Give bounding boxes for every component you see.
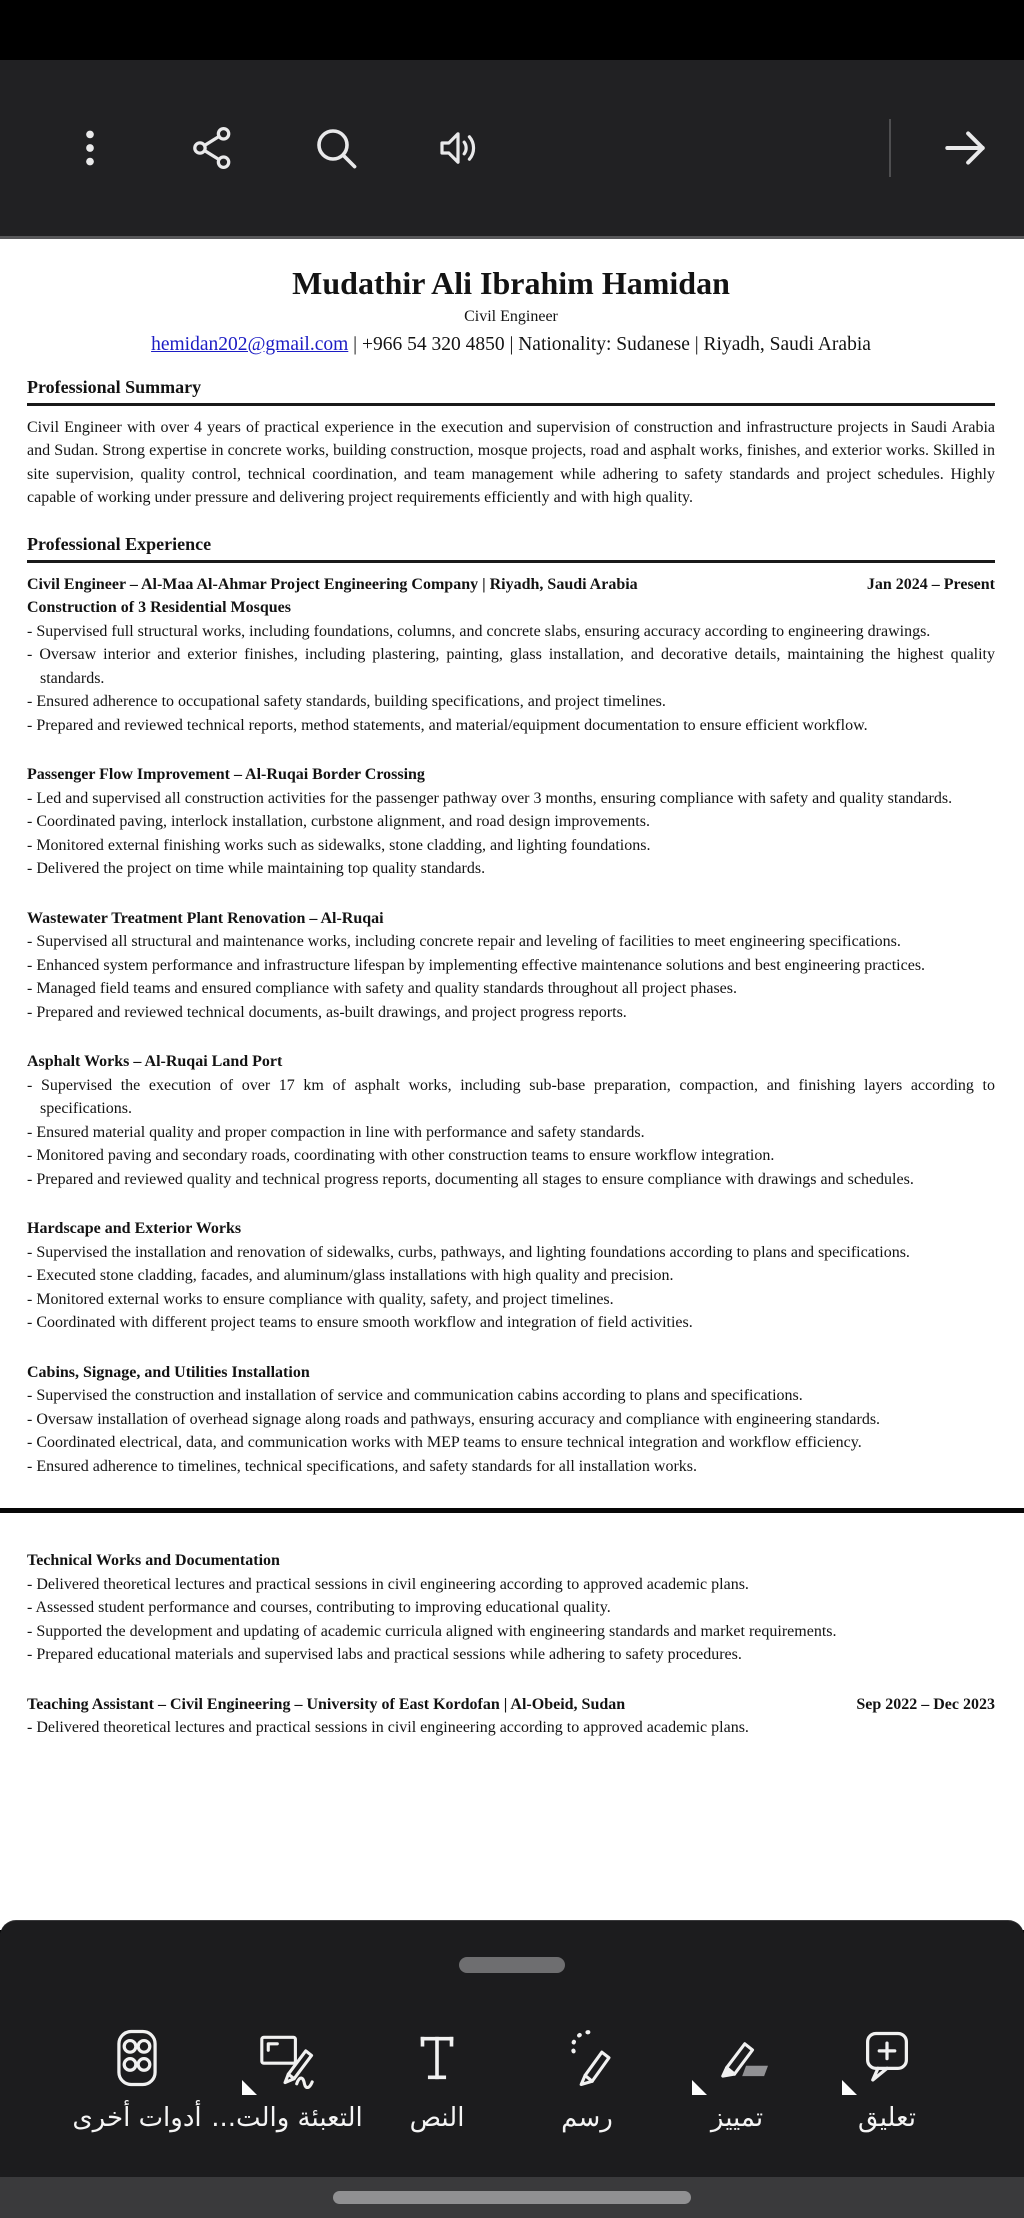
- search-button[interactable]: [308, 120, 364, 176]
- job-bullet: - Supervised the construction and installation of service and communication cabins according to plans and specifications.: [27, 1387, 803, 1405]
- job-bullet: - Prepared and reviewed technical documents, as-built drawings, and project progress reports.: [27, 1003, 627, 1021]
- tool-comment[interactable]: [812, 2025, 962, 2133]
- job-title: Wastewater Treatment Plant Renovation – Al-Ruqai: [27, 909, 384, 927]
- job-bullet: - Supervised the execution of over 17 km of asphalt works, including sub-base preparation, compaction, and finishing layers according to specifications.: [27, 1076, 995, 1118]
- job-bullet: - Enhanced system performance and infrastructure lifespan by implementing effective maintenance solutions and best engineering practices.: [27, 956, 926, 974]
- forward-arrow-icon: [940, 123, 990, 173]
- job-title: Asphalt Works – Al-Ruqai Land Port: [27, 1053, 283, 1071]
- job-bullet: - Prepared and reviewed technical reports, method statements, and material/equipment documentation to ensure efficient workflow.: [27, 716, 868, 734]
- email-link[interactable]: hemidan202@gmail.com: [151, 333, 349, 355]
- tool-highlight[interactable]: [662, 2025, 812, 2133]
- job-bullet: - Delivered theoretical lectures and practical sessions in civil engineering according to approved academic plans.: [27, 1719, 749, 1737]
- tool-label: تمييز: [710, 2103, 764, 2133]
- status-bar: [0, 0, 1024, 60]
- fill-sign-icon: [256, 2027, 318, 2089]
- job-date: Jan 2024 – Present: [866, 575, 995, 593]
- comment-plus-icon: [856, 2027, 918, 2089]
- experience-entry: [27, 763, 995, 881]
- toolbar-divider: [889, 119, 891, 177]
- job-title: Technical Works and Documentation: [27, 1552, 280, 1570]
- job-bullet: - Oversaw interior and exterior finishes, including plastering, painting, glass installation, and decorative details, maintaining the highest quality standards.: [27, 646, 995, 687]
- job-bullet: - Ensured adherence to timelines, technical specifications, and safety standards for all installation works.: [27, 1457, 697, 1475]
- sheet-drag-handle[interactable]: [459, 1957, 565, 1973]
- summary-text: Civil Engineer with over 4 years of practical experience in the execution and supervision of construction and infrastructure projects in Saudi Arabia and Sudan. Strong expertise in concrete works, building construction, mosque projects, road and asphalt works, finishes, and exterior works. Skilled in site supervision, quality control, technical coordination, and team management while adhering to safety standards and project schedules. Highly capable of working under pressure and delivering project requirements efficiently and with high quality.: [27, 418, 995, 507]
- tool-label: رسم: [561, 2103, 613, 2133]
- section-heading-experience: Professional Experience: [27, 533, 212, 554]
- section-rule: [27, 560, 995, 563]
- experience-entry: [27, 1361, 995, 1479]
- job-bullet: - Supervised the installation and renovation of sidewalks, curbs, pathways, and lighting foundations according to plans and specifications.: [27, 1243, 910, 1261]
- experience-entry: [27, 573, 995, 738]
- document-page[interactable]: [0, 239, 1024, 1930]
- job-subtitle: Construction of 3 Residential Mosques: [27, 599, 292, 617]
- share-button[interactable]: [185, 120, 241, 176]
- job-bullet: - Ensured adherence to occupational safety standards, building specifications, and project timelines.: [27, 693, 666, 711]
- job-bullet: - Executed stone cladding, facades, and aluminum/glass installations with high quality and precision.: [27, 1267, 674, 1285]
- job-header: [27, 573, 995, 597]
- job-bullet: - Prepared educational materials and supervised labs and practical sessions while adhering to safety procedures.: [27, 1646, 742, 1664]
- job-header: [27, 1217, 995, 1241]
- apps-grid-icon: [106, 2027, 168, 2089]
- tool-options-triangle: [692, 2080, 707, 2095]
- job-title: Hardscape and Exterior Works: [27, 1220, 242, 1238]
- read-aloud-icon: [435, 124, 483, 172]
- experience-entry: [27, 1050, 995, 1191]
- highlighter-icon: [706, 2027, 768, 2089]
- job-bullet: - Coordinated electrical, data, and communication works with MEP teams to ensure technical integration and workflow efficiency.: [27, 1434, 862, 1452]
- job-header: [27, 1361, 995, 1385]
- job-bullet: - Managed field teams and ensured compliance with safety and quality standards throughout all project phases.: [27, 980, 738, 998]
- annotation-tool-sheet: [0, 1920, 1024, 2177]
- job-title: Cabins, Signage, and Utilities Installation: [27, 1363, 310, 1381]
- contact-details: | +966 54 320 4850 | Nationality: Sudanese | Riyadh, Saudi Arabia: [348, 333, 871, 355]
- kebab-menu-button[interactable]: [62, 120, 118, 176]
- job-bullet: - Ensured material quality and proper compaction in line with performance and safety standards.: [27, 1123, 645, 1141]
- tool-text[interactable]: [362, 2025, 512, 2133]
- job-bullet: - Delivered the project on time while maintaining top quality standards.: [27, 860, 486, 878]
- resume-job-title: Civil Engineer: [464, 307, 558, 325]
- job-bullet: - Supervised full structural works, including foundations, columns, and concrete slabs, ensuring accuracy according to engineering drawings.: [27, 622, 931, 640]
- toolbar-right-group: [889, 119, 1024, 177]
- text-icon: [408, 2029, 466, 2087]
- job-bullet: - Led and supervised all construction activities for the passenger pathway over 3 months, ensuring compliance with safety and quality standards.: [27, 789, 953, 807]
- job-bullet: - Coordinated with different project teams to ensure smooth workflow and integration of field activities.: [27, 1314, 693, 1332]
- experience-entry: [27, 907, 995, 1025]
- tool-label: النص: [409, 2103, 465, 2133]
- job-title: Teaching Assistant – Civil Engineering – University of East Kordofan | Al-Obeid, Sudan: [27, 1695, 626, 1713]
- job-bullet: - Delivered theoretical lectures and practical sessions in civil engineering according to approved academic plans.: [27, 1575, 749, 1593]
- job-bullet: - Monitored paving and secondary roads, coordinating with other construction teams to ensure workflow integration.: [27, 1147, 775, 1165]
- job-bullet: - Oversaw installation of overhead signage along roads and pathways, ensuring accuracy and compliance with engineering standards.: [27, 1410, 881, 1428]
- top-toolbar: [0, 60, 1024, 239]
- tool-options-triangle: [242, 2080, 257, 2095]
- job-header: [27, 907, 995, 931]
- job-header: [27, 1050, 995, 1074]
- search-icon: [312, 124, 360, 172]
- share-icon: [190, 125, 236, 171]
- job-header: [27, 1693, 995, 1717]
- tool-draw[interactable]: [512, 2025, 662, 2133]
- section-heading-summary: Professional Summary: [27, 376, 202, 397]
- page-break-divider: [0, 1508, 1024, 1513]
- tool-options-triangle: [842, 2080, 857, 2095]
- job-bullet: - Supported the development and updating of academic curricula aligned with engineering standards and market requirements.: [27, 1622, 837, 1640]
- contact-line: [27, 334, 995, 356]
- tool-more-tools[interactable]: [62, 2025, 212, 2133]
- toolbar-left-group: [62, 120, 554, 176]
- job-bullet: - Coordinated paving, interlock installation, curbstone alignment, and road design improvements.: [27, 813, 650, 831]
- section-rule: [27, 403, 995, 406]
- system-navigation-bar: [0, 2177, 1024, 2218]
- experience-entry: [27, 1693, 995, 1740]
- job-date: Sep 2022 – Dec 2023: [856, 1695, 995, 1713]
- job-title: Civil Engineer – Al-Maa Al-Ahmar Project Engineering Company | Riyadh, Saudi Arabia: [27, 575, 638, 593]
- forward-button[interactable]: [937, 120, 993, 176]
- read-aloud-button[interactable]: [431, 120, 487, 176]
- job-bullet: - Assessed student performance and courses, contributing to improving educational quality.: [27, 1599, 611, 1617]
- resume-name: Mudathir Ali Ibrahim Hamidan: [292, 265, 730, 301]
- draw-pencil-icon: [556, 2027, 618, 2089]
- tool-fill-and-sign[interactable]: [212, 2025, 362, 2133]
- job-bullet: - Monitored external finishing works such as sidewalks, stone cladding, and lighting foundations.: [27, 836, 651, 854]
- job-bullet: - Prepared and reviewed quality and technical progress reports, documenting all stages to ensure compliance with drawings and schedules.: [27, 1170, 914, 1188]
- experience-entry: [27, 1549, 995, 1667]
- job-header: [27, 763, 995, 787]
- kebab-menu-icon: [68, 126, 112, 170]
- tool-label: أدوات أخرى: [72, 2103, 202, 2133]
- experience-entry: [27, 1217, 995, 1335]
- job-header: [27, 1549, 995, 1573]
- job-bullet: - Monitored external works to ensure compliance with quality, safety, and project timelines.: [27, 1290, 614, 1308]
- job-bullet: - Supervised all structural and maintenance works, including concrete repair and leveling of facilities to meet engineering specifications.: [27, 933, 901, 951]
- tool-label: التعبئة والت...: [211, 2103, 363, 2133]
- tool-label: تعليق: [858, 2103, 916, 2133]
- tools-row: [0, 2025, 1024, 2133]
- home-indicator[interactable]: [333, 2191, 691, 2204]
- job-title: Passenger Flow Improvement – Al-Ruqai Border Crossing: [27, 766, 425, 784]
